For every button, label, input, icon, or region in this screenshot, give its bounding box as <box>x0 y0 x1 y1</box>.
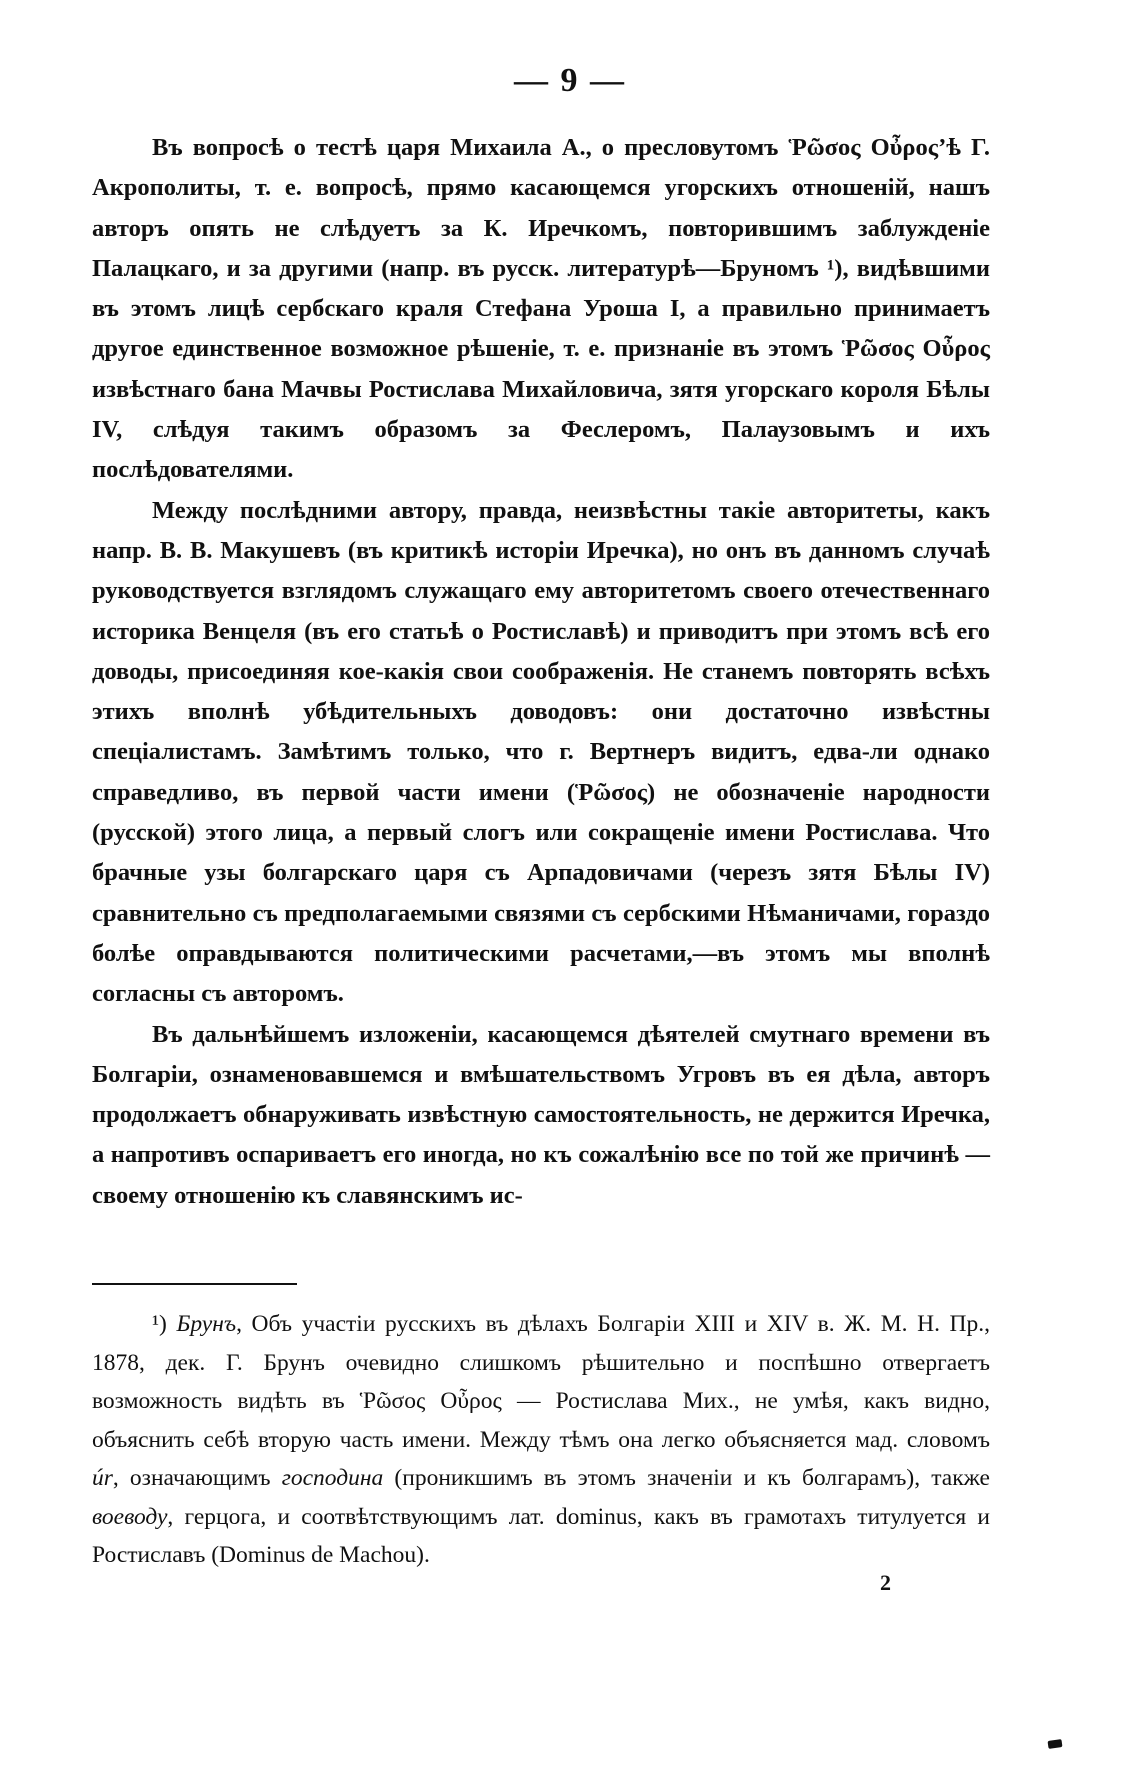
footnote-author: Брунъ <box>176 1311 237 1337</box>
paragraph-2: Между послѣдними автору, правда, неизвѣстны такіе авторитеты, какъ напр. В. В. Макушевъ (въ критикѣ исторіи Иречка), но онъ въ данномъ случаѣ руководствуется взглядомъ служащаго ему авторитетомъ своего отечественнаго историка Венцеля (въ его статьѣ о Ростиславѣ) и приводитъ при этомъ всѣ его доводы, присоединяя кое-какія свои соображенія. Не станемъ повторять всѣхъ этихъ вполнѣ убѣдительныхъ доводовъ: они достаточно извѣстны спеціалистамъ. Замѣтимъ только, что г. Вертнеръ видитъ, едва-ли однако справедливо, въ первой части имени (Ῥῶσος) не обозначеніе народности (русской) этого лица, а первый слогъ или сокращеніе имени Ростислава. Что брачные узы болгарскаго царя съ Арпадовичами (черезъ зятя Бѣлы IV) сравнительно съ предполагаемыми связями съ сербскими Нѣманичами, гораздо болѣе оправдываются политическими расчетами,—въ этомъ мы вполнѣ согласны съ авторомъ. <box>92 496 990 1008</box>
paragraph-1: Въ вопросѣ о тестѣ царя Михаила А., о пресловутомъ Ῥῶσος Οὖρος’ѣ Г. Акрополиты, т. е. вопросѣ, прямо касающемся угорскихъ отношеній, нашъ авторъ опять не слѣдуетъ за К. Иречкомъ, повторившимъ заблужденіе Палацкаго, и за другими (напр. въ русск. литературѣ—Бруномъ ¹), видѣвшими въ этомъ лицѣ сербскаго краля Стефана Уроша I, а правильно принимаетъ другое единственное возможное рѣшеніе, т. е. признаніе въ этомъ Ῥῶσος Οὖρος извѣстнаго бана Мачвы Ростислава Михайловича, зятя угорскаго короля Бѣлы IV, слѣдуя такимъ образомъ за Феслеромъ, Палаузовымъ и ихъ послѣдователями. <box>92 134 990 484</box>
main-text <box>92 128 990 1216</box>
footnote-divider <box>92 1283 297 1285</box>
footnote-text-part: , означающимъ <box>112 1465 282 1491</box>
page-number: — 9 — <box>514 62 626 99</box>
footnote-marker: ¹) <box>152 1311 167 1337</box>
footnote-italic-word: воеводу <box>92 1503 168 1530</box>
footnote-text-part: (проникшимъ въ этомъ значеніи и къ болгарамъ), также <box>383 1465 990 1491</box>
footnotes <box>92 1305 990 1575</box>
paragraph-3: Въ дальнѣйшемъ изложеніи, касающемся дѣятелей смутнаго времени въ Болгаріи, ознаменовавшемся и вмѣшательствомъ Угровъ въ ея дѣла, авторъ продолжаетъ обнаруживать извѣстную самостоятельность, не держится Иречка, а напротивъ оспариваетъ его иногда, но къ сожалѣнію все по той же причинѣ — своему отношенію къ славянскимъ ис- <box>92 1020 990 1209</box>
ink-mark <box>1048 1739 1063 1749</box>
signature-mark: 2 <box>880 1570 891 1595</box>
footnote-1 <box>92 1305 990 1575</box>
footnote-text-part: , герцога, и соотвѣтствующимъ лат. dominus, какъ въ грамотахъ титулуется и Ростиславъ (Dominus de Machou). <box>92 1503 990 1568</box>
footnote-italic-word: úr <box>92 1465 113 1491</box>
footnote-text-part: , Объ участіи русскихъ въ дѣлахъ Болгаріи XIII и XIV в. Ж. М. Н. Пр., 1878, дек. Г. Брунъ очевидно слишкомъ рѣшительно и поспѣшно отвергаетъ возможность видѣть въ Ῥῶσος Οὖρος — Ростислава Мих., не умѣя, какъ видно, объяснить себѣ вторую часть имени. Между тѣмъ она легко объясняется мад. словомъ <box>92 1311 990 1453</box>
footnote-italic-word: господина <box>281 1465 384 1491</box>
